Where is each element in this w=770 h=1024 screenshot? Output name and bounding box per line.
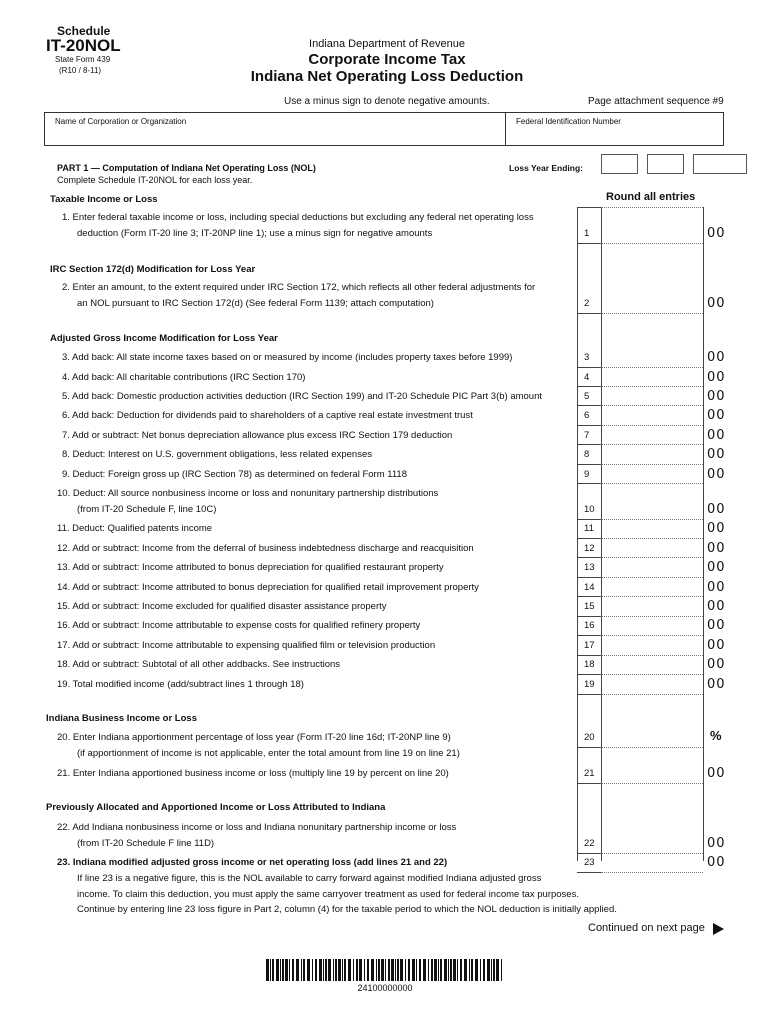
line-12-amount-input[interactable]	[602, 539, 702, 556]
line-number-19: 19	[584, 679, 595, 690]
line-20-text: 20. Enter Indiana apportionment percentage of loss year (Form IT-20 line 16d; IT-20NP line 9)	[57, 732, 575, 745]
section-business-income: Indiana Business Income or Loss	[46, 713, 197, 724]
line-19-text: 19. Total modified income (add/subtract lines 1 through 18)	[57, 679, 575, 692]
cents-field: 00	[707, 618, 726, 633]
cents-field: 00	[707, 447, 726, 462]
barcode-bar	[405, 959, 406, 981]
barcode-bar	[493, 959, 495, 981]
line-number-6: 6	[584, 410, 590, 421]
corporation-name-field[interactable]	[55, 117, 186, 126]
line-16-amount-input[interactable]	[602, 616, 702, 633]
barcode-bar	[328, 959, 331, 981]
line-23-text: 23. Indiana modified adjusted gross income or net operating loss (add lines 21 and 22)	[57, 857, 575, 870]
line-13-text: 13. Add or subtract: Income attributed to bonus depreciation for qualified restaurant property	[57, 562, 575, 575]
barcode-bar	[282, 959, 284, 981]
amount-rule	[601, 243, 703, 244]
barcode-bar	[438, 959, 439, 981]
line-15-amount-input[interactable]	[602, 597, 702, 614]
line-10-text: 10. Deduct: All source nonbusiness income or loss and nonunitary partnership distributions	[57, 488, 439, 499]
grid-rule	[577, 313, 601, 314]
barcode-bar	[412, 959, 415, 981]
line-4-amount-input[interactable]	[602, 368, 702, 385]
cents-field: 00	[707, 541, 726, 556]
line-12-text: 12. Add or subtract: Income from the deferral of business indebtedness discharge and reacquisition	[57, 543, 575, 556]
barcode-bar	[388, 959, 390, 981]
grid-rule	[577, 519, 601, 520]
line-21-amount-input[interactable]	[602, 764, 702, 781]
round-entries-label: Round all entries	[606, 191, 696, 203]
amount-rule	[601, 483, 703, 484]
fein-field[interactable]	[516, 117, 621, 126]
grid-rule	[577, 425, 601, 426]
amount-rule	[601, 313, 703, 314]
line-8-text: 8. Deduct: Interest on U.S. government obligations, less related expenses	[62, 449, 575, 462]
corporation-name-label: Name of Corporation or Organization	[55, 117, 187, 126]
barcode-bar	[457, 959, 458, 981]
cents-field: 00	[707, 638, 726, 653]
line-number-10: 10	[584, 504, 595, 515]
grid-rule	[577, 207, 601, 208]
barcode-bar	[307, 959, 310, 981]
revision-date: (R10 / 8-11)	[59, 66, 102, 75]
department-name: Indiana Department of Revenue	[309, 38, 465, 50]
line-11-amount-input[interactable]	[602, 519, 702, 536]
barcode-bar	[444, 959, 447, 981]
barcode-bar	[335, 959, 337, 981]
line-8-amount-input[interactable]	[602, 445, 702, 462]
line-10-amount-input[interactable]	[602, 500, 702, 517]
line-4-text: 4. Add back: All charitable contributions (IRC Section 170)	[62, 372, 575, 385]
barcode-bar	[303, 959, 305, 981]
barcode-bar	[266, 959, 269, 981]
grid-rule	[577, 674, 601, 675]
barcode-bar	[376, 959, 377, 981]
barcode-bar	[312, 959, 313, 981]
barcode-bar	[448, 959, 449, 981]
grid-rule	[577, 635, 601, 636]
barcode-bar	[333, 959, 334, 981]
barcode-number: 24100000000	[357, 983, 413, 993]
line-number-17: 17	[584, 640, 595, 651]
cents-field: 00	[707, 836, 726, 851]
line-7-text: 7. Add or subtract: Net bonus depreciation allowance plus excess IRC Section 179 deduction	[62, 430, 575, 443]
barcode-bar	[428, 959, 429, 981]
cents-field: 00	[707, 389, 726, 404]
line-14-text: 14. Add or subtract: Income attributed to bonus depreciation for qualified retail improvement property	[57, 582, 575, 595]
line-number-23: 23	[584, 857, 595, 868]
line-20-amount-input[interactable]	[602, 728, 702, 745]
line-22-amount-input[interactable]	[602, 834, 702, 851]
page-sequence: Page attachment sequence #9	[588, 96, 724, 107]
line-2-amount-input[interactable]	[602, 294, 702, 311]
barcode-bar	[319, 959, 322, 981]
line-13-amount-input[interactable]	[602, 558, 702, 575]
line-22-continued: (from IT-20 Schedule F line 11D)	[77, 838, 575, 851]
barcode-bar	[487, 959, 490, 981]
cents-field: 00	[707, 855, 726, 870]
section-irc-172d: IRC Section 172(d) Modification for Loss Year	[50, 264, 256, 275]
barcode-bar	[272, 959, 274, 981]
line-19-amount-input[interactable]	[602, 675, 702, 692]
barcode-bar	[450, 959, 452, 981]
line-23-note-2: income. To claim this deduction, you must apply the same carryover treatment as used for federal income tax purposes.	[77, 889, 579, 900]
line-6-text: 6. Add back: Deduction for dividends paid to shareholders of a captive real estate investment trust	[62, 410, 575, 423]
grid-rule	[577, 694, 601, 695]
barcode-bar	[453, 959, 456, 981]
barcode-bar	[276, 959, 279, 981]
barcode-bar	[469, 959, 470, 981]
barcode-bar	[289, 959, 290, 981]
barcode-bar	[391, 959, 394, 981]
barcode-bar	[471, 959, 473, 981]
barcode-bar	[395, 959, 396, 981]
line-number-16: 16	[584, 620, 595, 631]
barcode-bar	[378, 959, 380, 981]
line-number-4: 4	[584, 372, 590, 383]
barcode-bar	[348, 959, 351, 981]
barcode-bar	[292, 959, 294, 981]
line-5-text: 5. Add back: Domestic production activities deduction (IRC Section 199) and IT-20 Schedule PIC Part 3(b) amount	[62, 391, 575, 404]
line-number-11: 11	[584, 523, 594, 534]
barcode-bar	[338, 959, 341, 981]
line-9-text: 9. Deduct: Foreign gross up (IRC Section 78) as determined on federal Form 1118	[62, 469, 575, 482]
loss-year-month-box[interactable]	[601, 154, 638, 174]
grid-rule	[577, 464, 601, 465]
barcode-bar	[416, 959, 417, 981]
line-2-text: 2. Enter an amount, to the extent required under IRC Section 172, which reflects all other federal adjustments for	[62, 282, 536, 293]
barcode-bar	[431, 959, 433, 981]
line-number-3: 3	[584, 352, 590, 363]
line-23-amount-input[interactable]	[602, 853, 702, 870]
cents-field: 00	[707, 370, 726, 385]
barcode	[266, 959, 503, 981]
grid-rule	[577, 596, 601, 597]
barcode-bar	[475, 959, 478, 981]
percent-sign: %	[710, 728, 722, 743]
schedule-label: Schedule	[57, 24, 111, 38]
barcode-bar	[491, 959, 492, 981]
barcode-bar	[285, 959, 288, 981]
line-number-9: 9	[584, 469, 590, 480]
line-20-note: (if apportionment of income is not applicable, enter the total amount from line 19 on line 21)	[77, 748, 460, 759]
line-23-note-1: If line 23 is a negative figure, this is the NOL available to carry forward against modified Indiana adjusted gross	[77, 873, 542, 884]
barcode-bar	[364, 959, 365, 981]
grid-rule	[577, 616, 601, 617]
barcode-bar	[367, 959, 369, 981]
line-1-continued: deduction (Form IT-20 line 3; IT-20NP line 1); use a minus sign for negative amounts	[77, 228, 575, 241]
section-previously-allocated: Previously Allocated and Apportioned Income or Loss Attributed to Indiana	[46, 802, 386, 813]
loss-year-year-box[interactable]	[693, 154, 747, 174]
column-rule-cents	[703, 207, 704, 861]
line-14-amount-input[interactable]	[602, 578, 702, 595]
line-number-8: 8	[584, 449, 590, 460]
grid-rule	[577, 872, 601, 873]
cents-field: 00	[707, 521, 726, 536]
line-number-14: 14	[584, 582, 595, 593]
grid-rule	[577, 655, 601, 656]
line-number-15: 15	[584, 601, 595, 612]
line-number-5: 5	[584, 391, 590, 402]
line-17-text: 17. Add or subtract: Income attributable to expensing qualified film or television production	[57, 640, 575, 653]
line-number-12: 12	[584, 543, 595, 554]
grid-rule	[577, 853, 601, 854]
barcode-bar	[280, 959, 281, 981]
barcode-bar	[496, 959, 499, 981]
barcode-bar	[385, 959, 386, 981]
line-16-text: 16. Add or subtract: Income attributable to expense costs for qualified refinery property	[57, 620, 575, 633]
fein-label: Federal Identification Number	[516, 117, 621, 126]
cents-field: 00	[707, 560, 726, 575]
identification-box	[44, 112, 724, 146]
barcode-bar	[325, 959, 327, 981]
barcode-bar	[464, 959, 467, 981]
grid-rule	[577, 386, 601, 387]
grid-rule	[577, 747, 601, 748]
line-number-20: 20	[584, 732, 595, 743]
line-number-1: 1	[584, 228, 590, 239]
barcode-bar	[440, 959, 442, 981]
cents-field: 00	[707, 657, 726, 672]
section-agi-modification: Adjusted Gross Income Modification for Loss Year	[50, 333, 278, 344]
cents-field: 00	[707, 408, 726, 423]
barcode-bar	[408, 959, 410, 981]
barcode-bar	[315, 959, 317, 981]
minus-sign-note: Use a minus sign to denote negative amounts.	[284, 96, 490, 107]
form-id: IT-20NOL	[46, 36, 121, 55]
line-number-13: 13	[584, 562, 595, 573]
barcode-bar	[296, 959, 299, 981]
next-page-arrow-icon	[713, 923, 724, 935]
line-number-22: 22	[584, 838, 595, 849]
grid-rule	[577, 538, 601, 539]
line-22-text: 22. Add Indiana nonbusiness income or loss and Indiana nonunitary partnership income or loss	[57, 822, 457, 833]
line-7-amount-input[interactable]	[602, 426, 702, 443]
section-taxable-income: Taxable Income or Loss	[50, 194, 158, 205]
column-rule-left	[577, 207, 578, 861]
loss-year-day-box[interactable]	[647, 154, 684, 174]
barcode-bar	[270, 959, 271, 981]
barcode-bar	[356, 959, 358, 981]
line-1-amount-input[interactable]	[602, 224, 702, 241]
line-9-amount-input[interactable]	[602, 465, 702, 482]
part1-subtitle: Complete Schedule IT-20NOL for each loss year.	[57, 175, 253, 185]
line-10-continued: (from IT-20 Schedule F, line 10C)	[77, 504, 575, 517]
amount-rule	[601, 872, 703, 873]
grid-rule	[577, 577, 601, 578]
cents-field: 00	[707, 599, 726, 614]
continued-label: Continued on next page	[588, 922, 705, 934]
cents-field: 00	[707, 677, 726, 692]
line-11-text: 11. Deduct: Qualified patents income	[57, 523, 575, 536]
barcode-bar	[323, 959, 324, 981]
cents-field: 00	[707, 766, 726, 781]
form-title-2: Indiana Net Operating Loss Deduction	[250, 68, 524, 85]
line-23-note-3: Continue by entering line 23 loss figure in Part 2, column (4) for the taxable period to which the NOL deduction is initially applied.	[77, 904, 617, 915]
part1-title: PART 1 — Computation of Indiana Net Operating Loss (NOL)	[57, 163, 316, 173]
barcode-bar	[342, 959, 343, 981]
cents-field: 00	[707, 350, 726, 365]
loss-year-label: Loss Year Ending:	[509, 163, 584, 173]
barcode-bar	[359, 959, 362, 981]
cents-field: 00	[707, 467, 726, 482]
line-3-amount-input[interactable]	[602, 348, 702, 365]
grid-rule	[577, 783, 601, 784]
barcode-bar	[480, 959, 481, 981]
line-18-text: 18. Add or subtract: Subtotal of all other addbacks. See instructions	[57, 659, 575, 672]
barcode-bar	[371, 959, 374, 981]
barcode-bar	[501, 959, 502, 981]
barcode-bar	[434, 959, 437, 981]
amount-rule	[601, 783, 703, 784]
cents-field: 00	[707, 428, 726, 443]
cents-field: 00	[707, 502, 726, 517]
grid-rule	[577, 243, 601, 244]
line-18-amount-input[interactable]	[602, 655, 702, 672]
barcode-bar	[344, 959, 346, 981]
barcode-bar	[423, 959, 426, 981]
line-number-2: 2	[584, 298, 590, 309]
barcode-bar	[301, 959, 302, 981]
line-21-text: 21. Enter Indiana apportioned business income or loss (multiply line 19 by percent on line 20)	[57, 768, 575, 781]
line-6-amount-input[interactable]	[602, 406, 702, 423]
line-5-amount-input[interactable]	[602, 387, 702, 404]
barcode-bar	[419, 959, 421, 981]
cents-field: 00	[707, 226, 726, 241]
barcode-bar	[397, 959, 399, 981]
barcode-bar	[483, 959, 485, 981]
cents-field: 00	[707, 296, 726, 311]
barcode-bar	[460, 959, 462, 981]
line-3-text: 3. Add back: All state income taxes based on or measured by income (includes property taxes before 1999)	[62, 352, 575, 365]
line-number-7: 7	[584, 430, 590, 441]
line-1-text: 1. Enter federal taxable income or loss, including special deductions but excluding any federal net operating loss	[62, 212, 534, 223]
state-form-number: State Form 439	[55, 55, 111, 64]
line-2-continued: an NOL pursuant to IRC Section 172(d) (See federal Form 1139; attach computation)	[77, 298, 575, 311]
amount-rule	[601, 207, 703, 208]
grid-rule	[577, 405, 601, 406]
cents-field: 00	[707, 580, 726, 595]
grid-rule	[577, 483, 601, 484]
barcode-bar	[353, 959, 354, 981]
grid-rule	[577, 444, 601, 445]
grid-rule	[577, 367, 601, 368]
line-15-text: 15. Add or subtract: Income excluded for qualified disaster assistance property	[57, 601, 575, 614]
line-number-21: 21	[584, 768, 595, 779]
amount-rule	[601, 694, 703, 695]
barcode-bar	[400, 959, 403, 981]
line-17-amount-input[interactable]	[602, 636, 702, 653]
line-number-18: 18	[584, 659, 595, 670]
barcode-bar	[381, 959, 384, 981]
amount-rule	[601, 747, 703, 748]
form-title-1: Corporate Income Tax	[308, 51, 466, 68]
grid-rule	[577, 557, 601, 558]
